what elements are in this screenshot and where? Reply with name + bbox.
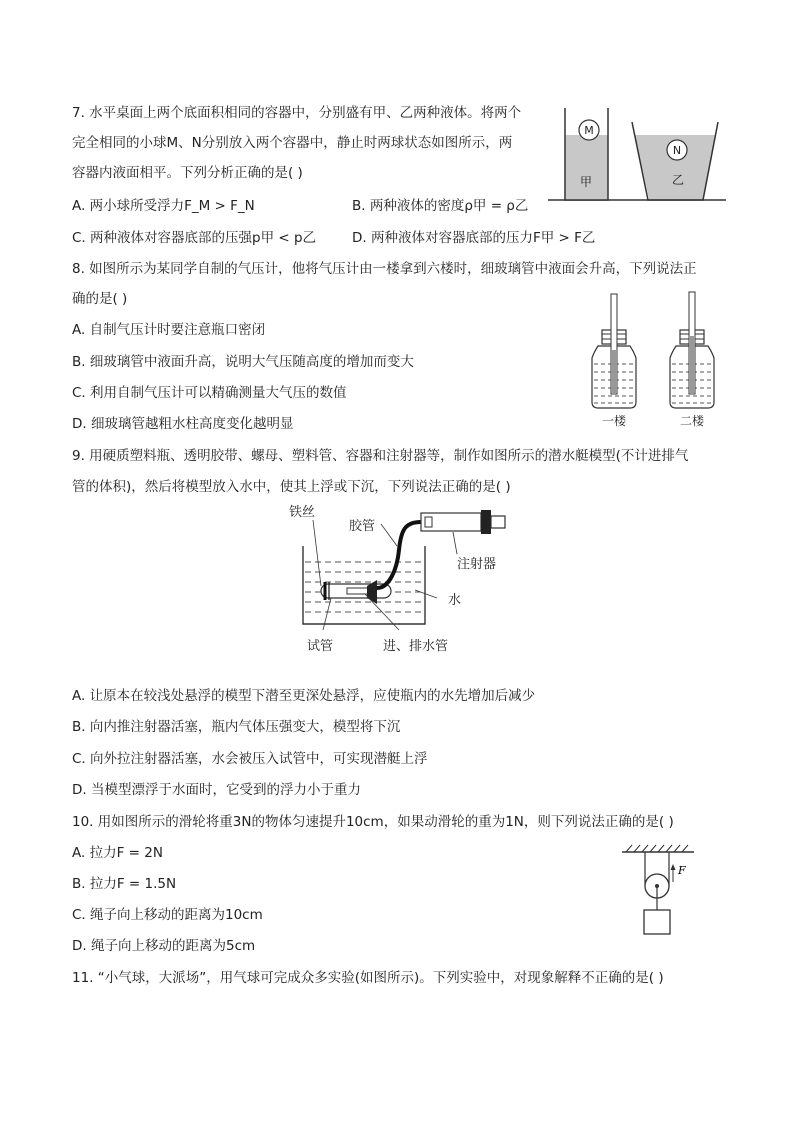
- ball-m-label: M: [584, 124, 594, 137]
- barometer-bottle-first-floor: [592, 294, 636, 428]
- q8-option-c: C. 利用自制气压计可以精确测量大气压的数值: [72, 385, 347, 401]
- water-label: 水: [448, 593, 462, 608]
- q8-option-b: B. 细玻璃管中液面升高，说明大气压随高度的增加而变大: [72, 354, 414, 370]
- q8-option-d: D. 细玻璃管越粗水柱高度变化越明显: [72, 416, 294, 432]
- q10-figure: [618, 842, 698, 938]
- q9-option-c: C. 向外拉注射器活塞，水会被压入试管中，可实现潜艇上浮: [72, 751, 428, 767]
- force-label: F: [678, 864, 686, 877]
- liquid-b-label: 乙: [671, 173, 685, 187]
- q10-option-c: C. 绳子向上移动的距离为10cm: [72, 907, 263, 923]
- q9-option-b: B. 向内推注射器活塞，瓶内气体压强变大，模型将下沉: [72, 719, 401, 735]
- second-floor-label: 二楼: [679, 414, 705, 428]
- load-block: [644, 910, 670, 934]
- q10-stem: 10. 用如图所示的滑轮将重3N的物体匀速提升10cm，如果动滑轮的重为1N，则下列说法正确的是( ): [72, 814, 674, 830]
- q7-option-d: D. 两种液体对容器底部的压力F甲 > F乙: [352, 230, 596, 246]
- q10-option-d: D. 绳子向上移动的距离为5cm: [72, 938, 256, 954]
- q8-stem-line-2: 确的是( ): [72, 291, 128, 307]
- q10-option-a: A. 拉力F = 2N: [72, 845, 163, 861]
- ball-n-label: N: [672, 144, 682, 157]
- q7-figure: [548, 104, 728, 202]
- q8-stem-line-1: 8. 如图所示为某同学自制的气压计，他将气压计由一楼拿到六楼时，细玻璃管中液面会升高，下列说法正: [72, 261, 697, 277]
- q7-option-c: C. 两种液体对容器底部的压强p甲 < p乙: [72, 230, 317, 246]
- q9-stem-line-2: 管的体积)，然后将模型放入水中，使其上浮或下沉，下列说法正确的是( ): [72, 479, 511, 495]
- barometer-bottle-second-floor: [670, 292, 714, 428]
- q9-option-d: D. 当模型漂浮于水面时，它受到的浮力小于重力: [72, 782, 361, 798]
- syringe-label: 注射器: [457, 557, 497, 572]
- q7-option-b: B. 两种液体的密度ρ甲 = ρ乙: [352, 198, 529, 214]
- q7-option-a: A. 两小球所受浮力F_M > F_N: [72, 198, 255, 214]
- q7-stem-line-1: 7. 水平桌面上两个底面积相同的容器中，分别盛有甲、乙两种液体。将两个: [72, 105, 522, 121]
- q9-stem-line-1: 9. 用硬质塑料瓶、透明胶带、螺母、塑料管、容器和注射器等，制作如图所示的潜水艇模型(不计进排气: [72, 448, 689, 464]
- tube-label: 试管: [307, 639, 334, 654]
- wire-label: 铁丝: [289, 505, 316, 520]
- liquid-a-label: 甲: [579, 175, 593, 189]
- syringe: [421, 513, 481, 531]
- first-floor-label: 一楼: [601, 414, 627, 428]
- q9-figure: [285, 500, 525, 660]
- q10-option-b: B. 拉力F = 1.5N: [72, 876, 177, 892]
- q11-stem: 11. “小气球，大派场”，用气球可完成众多实验(如图所示)。下列实验中，对现象解释不正确的是( ): [72, 970, 664, 986]
- pipe-label: 进、排水管: [383, 639, 449, 654]
- q8-figure: [580, 290, 730, 430]
- q9-option-a: A. 让原本在较浅处悬浮的模型下潜至更深处悬浮，应使瓶内的水先增加后减少: [72, 688, 536, 704]
- hose-label: 胶管: [349, 519, 376, 534]
- q7-stem-line-3: 容器内液面相平。下列分析正确的是( ): [72, 165, 303, 181]
- q8-option-a: A. 自制气压计时要注意瓶口密闭: [72, 322, 266, 338]
- q7-stem-line-2: 完全相同的小球M、N分别放入两个容器中，静止时两球状态如图所示，两: [72, 135, 513, 151]
